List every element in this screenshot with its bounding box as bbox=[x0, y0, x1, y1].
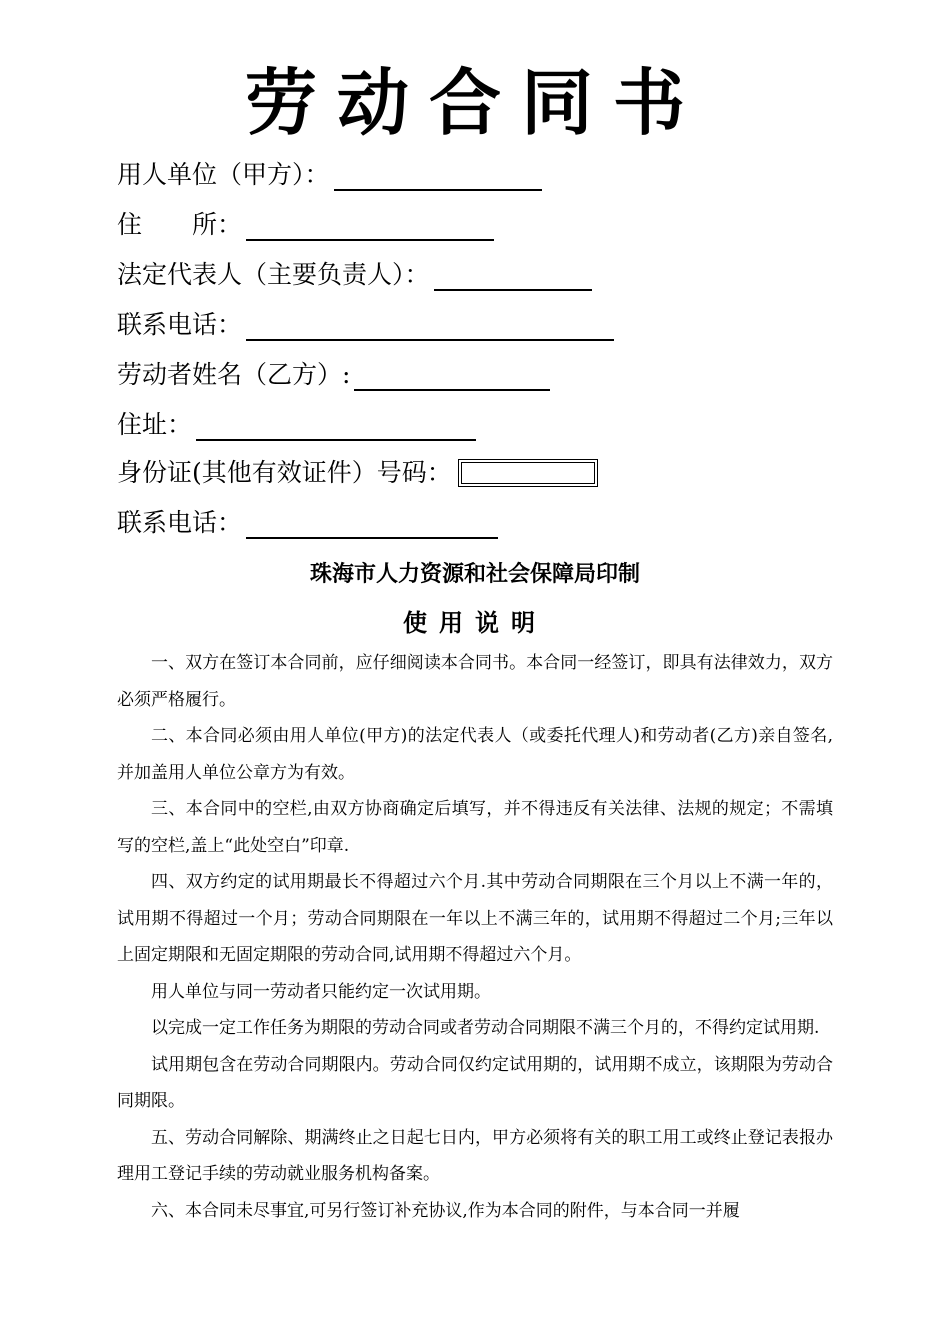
employee-phone-field bbox=[117, 503, 498, 543]
id-number-label: 身份证(其他有效证件）号码： bbox=[117, 458, 452, 487]
employee-phone-blank[interactable] bbox=[246, 507, 498, 539]
instruction-paragraph: 以完成一定工作任务为期限的劳动合同或者劳动合同期限不满三个月的，不得约定试用期. bbox=[151, 1018, 820, 1038]
employer-address-field bbox=[117, 205, 494, 245]
employer-phone-label: 联系电话： bbox=[117, 310, 243, 339]
document-title: 劳动合同书 bbox=[244, 61, 705, 145]
instruction-paragraph: 六、本合同未尽事宜,可另行签订补充协议,作为本合同的附件，与本合同一并履 bbox=[151, 1200, 740, 1221]
employer-phone-blank[interactable] bbox=[246, 309, 614, 341]
employee-name-field bbox=[117, 355, 550, 395]
employer-blank[interactable] bbox=[334, 159, 542, 191]
instruction-paragraph: 用人单位与同一劳动者只能约定一次试用期。 bbox=[151, 981, 491, 1002]
employer-address-blank[interactable] bbox=[246, 209, 494, 241]
instruction-paragraph: 二、本合同必须由用人单位(甲方)的法定代表人（或委托代理人)和劳动者(乙方)亲自签名,并加盖用人单位公章方为有效。 bbox=[117, 726, 833, 783]
legal-representative-field bbox=[117, 255, 592, 295]
instructions-body bbox=[117, 645, 833, 1229]
instruction-paragraph: 三、本合同中的空栏,由双方协商确定后填写，并不得违反有关法律、法规的规定；不需填写的空栏,盖上“此处空白”印章. bbox=[117, 799, 833, 856]
id-number-field bbox=[117, 453, 598, 493]
employee-address-field bbox=[117, 405, 476, 445]
id-number-box[interactable] bbox=[458, 459, 598, 487]
instruction-paragraph: 一、双方在签订本合同前，应仔细阅读本合同书。本合同一经签订，即具有法律效力，双方必须严格履行。 bbox=[117, 653, 833, 710]
employer-field bbox=[117, 155, 542, 195]
employer-address-label: 住 所： bbox=[117, 210, 243, 239]
instruction-paragraph: 五、劳动合同解除、期满终止之日起七日内，甲方必须将有关的职工用工或终止登记表报办理用工登记手续的劳动就业服务机构备案。 bbox=[117, 1127, 833, 1184]
employee-phone-label: 联系电话： bbox=[117, 508, 243, 537]
instruction-paragraph: 试用期包含在劳动合同期限内。劳动合同仅约定试用期的，试用期不成立，该期限为劳动合同期限。 bbox=[117, 1054, 833, 1111]
employee-address-blank[interactable] bbox=[196, 409, 476, 441]
employee-address-label: 住址： bbox=[117, 410, 193, 439]
employee-name-label: 劳动者姓名（乙方）: bbox=[117, 360, 351, 389]
employee-name-blank[interactable] bbox=[354, 359, 550, 391]
issuer-line: 珠海市人力资源和社会保障局印制 bbox=[309, 562, 640, 587]
employer-phone-field bbox=[117, 305, 614, 345]
legal-representative-label: 法定代表人（主要负责人）： bbox=[117, 260, 430, 289]
instructions-heading: 使用说明 bbox=[403, 609, 547, 637]
legal-representative-blank[interactable] bbox=[434, 259, 592, 291]
employer-label: 用人单位（甲方）： bbox=[117, 160, 330, 189]
instruction-paragraph: 四、双方约定的试用期最长不得超过六个月.其中劳动合同期限在三个月以上不满一年的，试用期不得超过一个月；劳动合同期限在一年以上不满三年的，试用期不得超过二个月;三年以上固定期限和无固定期限的劳动合同,试用期不得超过六个月。 bbox=[117, 872, 833, 965]
